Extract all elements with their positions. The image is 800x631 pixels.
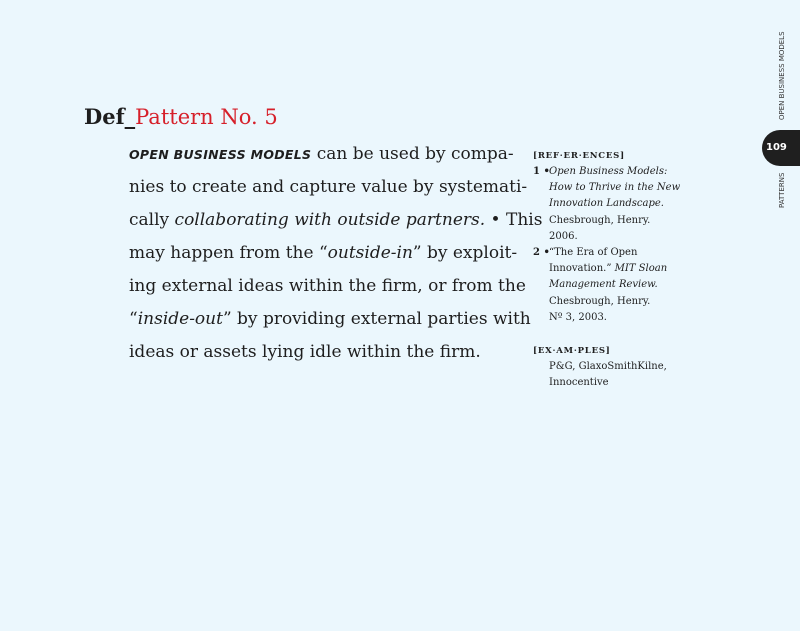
- definition-line: nies to create and capture value by systemati-: [129, 177, 528, 197]
- examples-heading: [EX·AM·PLES]: [533, 346, 611, 357]
- reference-number: 1 •: [533, 166, 550, 177]
- reference-number: 2 •: [533, 247, 550, 259]
- emphasis-text: inside-out: [137, 309, 223, 329]
- definition-line: cally collaborating with outside partners. • This: [129, 210, 543, 230]
- pattern-heading: [84, 104, 278, 130]
- definition-line: may happen from the “outside-in” by exploit-: [129, 243, 518, 263]
- def-prefix: Def_: [84, 104, 136, 129]
- definition-line: ideas or assets lying idle within the firm.: [129, 342, 481, 362]
- term-caps: OPEN BUSINESS MODELS: [129, 147, 312, 162]
- definition-line: ing external ideas within the firm, or from the: [129, 276, 526, 296]
- definition-line: “inside-out” by providing external parties with: [129, 309, 531, 329]
- emphasis-text: outside-in: [327, 243, 413, 263]
- reference-item: 2 • “The Era of Open Innovation.” MIT Sloan Management Review. Chesbrough, Henry. Nº 3, 2003.: [533, 247, 668, 323]
- reference-item: 1 • Open Business Models: How to Thrive in the New Innovation Landscape. Chesbrough, Henry. 2006.: [533, 166, 681, 242]
- emphasis-text: collaborating with outside partners.: [174, 210, 486, 230]
- definition-text: [129, 138, 543, 369]
- sidebar-notes: [533, 148, 693, 391]
- definition-line: OPEN BUSINESS MODELS can be used by compa-: [129, 144, 514, 164]
- examples-list: P&G, GlaxoSmithKilne, Innocentive: [549, 361, 667, 389]
- pattern-title: Pattern No. 5: [135, 105, 278, 129]
- page-number: 109: [766, 142, 787, 153]
- references-heading: [REF·ER·ENCES]: [533, 151, 625, 161]
